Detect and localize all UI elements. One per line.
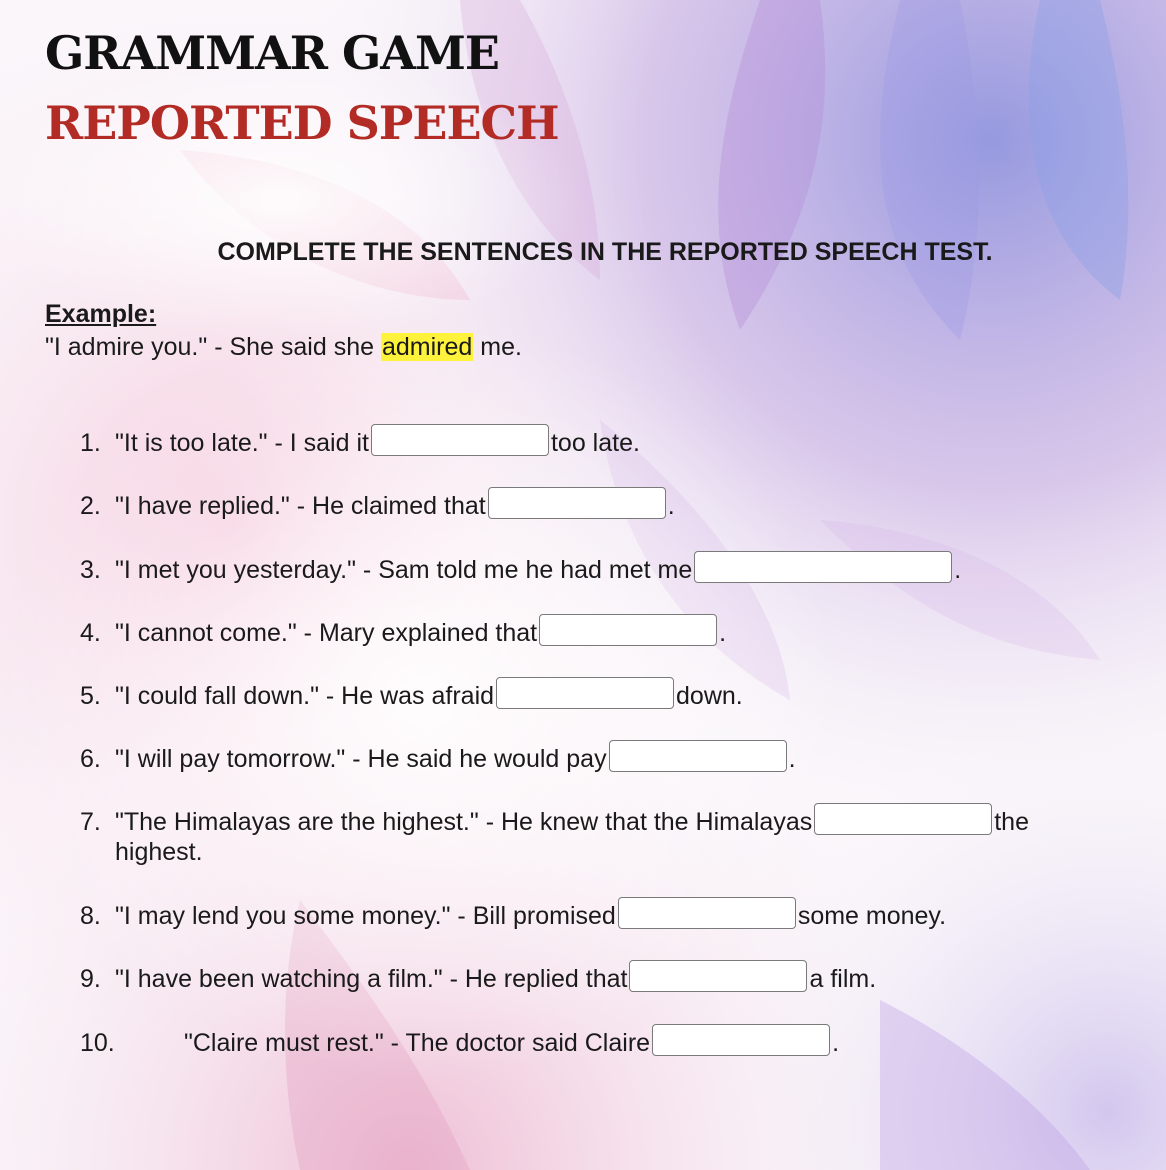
question-number: 1. xyxy=(80,428,101,457)
example-answer-highlight: admired xyxy=(381,333,473,361)
answer-input-1[interactable] xyxy=(371,424,549,456)
question-prompt: "I met you yesterday." - Sam told me he had met me xyxy=(115,555,693,584)
question-ending: . xyxy=(954,555,962,584)
question-10 xyxy=(80,1027,839,1059)
question-5 xyxy=(80,680,743,712)
question-ending: a film. xyxy=(809,964,877,993)
question-ending: too late. xyxy=(550,428,640,457)
answer-input-5[interactable] xyxy=(496,677,674,709)
question-4 xyxy=(80,617,726,649)
answer-input-2[interactable] xyxy=(488,487,666,519)
example-sentence xyxy=(45,333,522,362)
instruction-heading: COMPLETE THE SENTENCES IN THE REPORTED SPEECH TEST. xyxy=(217,238,993,266)
question-1 xyxy=(80,427,640,459)
answer-input-7[interactable] xyxy=(814,803,992,835)
question-ending: down. xyxy=(676,681,743,710)
question-ending: the xyxy=(994,807,1029,836)
example-prompt: "I admire you." - She said she xyxy=(45,333,381,361)
question-ending: some money. xyxy=(797,901,947,930)
question-prompt: "It is too late." - I said it xyxy=(115,428,369,457)
question-prompt: "I will pay tomorrow." - He said he would pay xyxy=(115,744,607,773)
question-prompt: "I cannot come." - Mary explained that xyxy=(115,618,538,647)
answer-input-8[interactable] xyxy=(618,897,796,929)
question-7 xyxy=(80,806,1029,838)
question-prompt: "I could fall down." - He was afraid xyxy=(115,681,495,710)
question-prompt: "Claire must rest." - The doctor said Claire xyxy=(184,1028,651,1057)
question-9 xyxy=(80,963,876,995)
page-title: GRAMMAR GAME xyxy=(45,26,499,80)
page-subtitle: REPORTED SPEECH xyxy=(45,96,559,150)
question-number: 10. xyxy=(80,1028,115,1057)
question-3 xyxy=(80,554,961,586)
question-ending: . xyxy=(719,618,727,647)
question-ending: . xyxy=(667,491,675,520)
answer-input-3[interactable] xyxy=(694,551,952,583)
question-number: 2. xyxy=(80,491,101,520)
question-prompt: "I have been watching a film." - He replied that xyxy=(115,964,628,993)
question-7-continuation: highest. xyxy=(115,838,203,866)
question-number: 6. xyxy=(80,744,101,773)
answer-input-10[interactable] xyxy=(652,1024,830,1056)
question-ending: . xyxy=(788,744,796,773)
question-6 xyxy=(80,743,796,775)
question-number: 5. xyxy=(80,681,101,710)
question-prompt: "I may lend you some money." - Bill promised xyxy=(115,901,616,930)
question-2 xyxy=(80,490,675,522)
question-number: 4. xyxy=(80,618,101,647)
answer-input-6[interactable] xyxy=(609,740,787,772)
question-prompt: "I have replied." - He claimed that xyxy=(115,491,486,520)
question-number: 3. xyxy=(80,555,101,584)
answer-input-9[interactable] xyxy=(629,960,807,992)
question-ending: . xyxy=(832,1028,840,1057)
question-8 xyxy=(80,900,946,932)
answer-input-4[interactable] xyxy=(539,614,717,646)
question-prompt: "The Himalayas are the highest." - He knew that the Himalayas xyxy=(115,807,813,836)
example-label: Example: xyxy=(45,300,157,328)
question-number: 9. xyxy=(80,964,101,993)
question-number: 7. xyxy=(80,807,101,836)
question-number: 8. xyxy=(80,901,101,930)
example-ending: me. xyxy=(473,333,522,361)
